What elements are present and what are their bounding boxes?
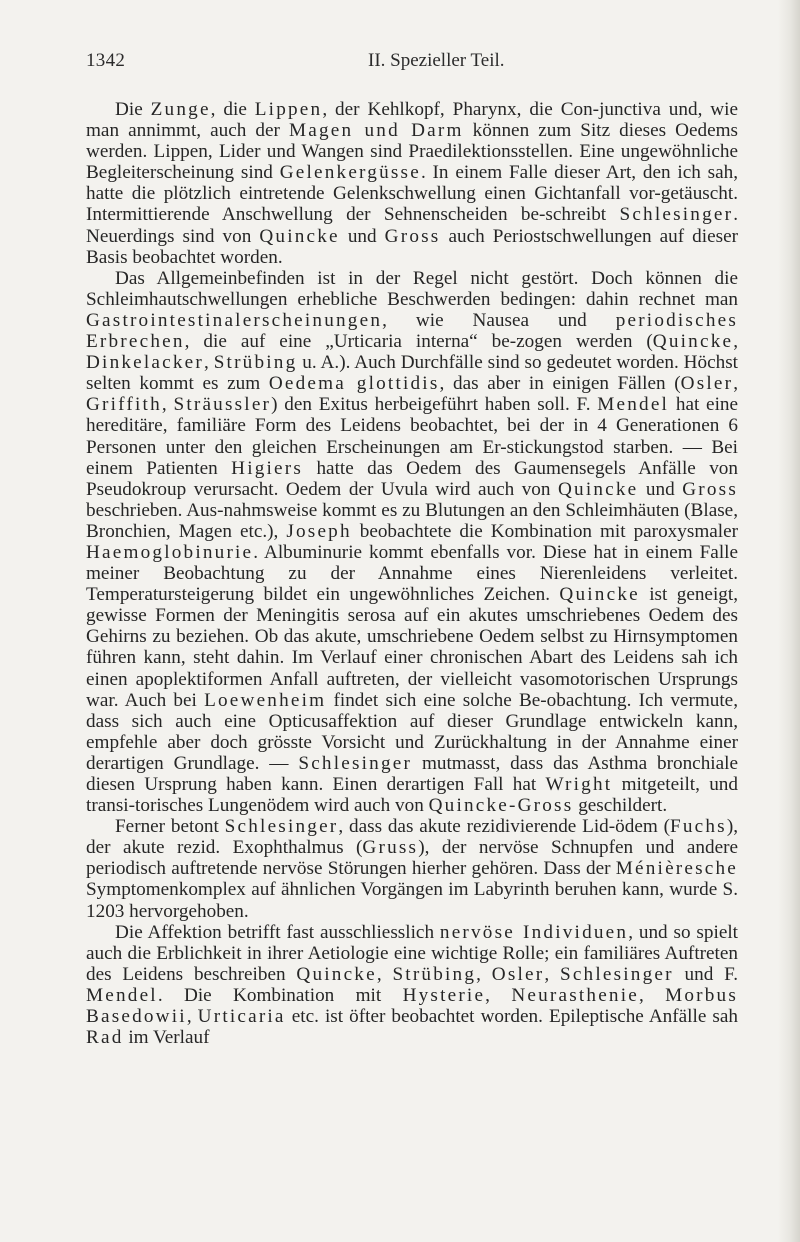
spaced-name: Schlesinger: [298, 752, 413, 774]
text-run: ,: [733, 331, 738, 353]
text-run: und: [339, 225, 385, 247]
spaced-name: Urticaria: [197, 1006, 286, 1028]
text-run: ) den Exitus herbeigeführt haben soll. F.: [271, 394, 598, 416]
spaced-name: Osler: [491, 963, 545, 985]
text-run: und F.: [673, 963, 739, 985]
text-run: ,: [638, 984, 666, 1006]
page-header: [86, 50, 736, 80]
text-run: , das aber in einigen Fällen (: [439, 373, 681, 395]
text-run: , wie Nausea und: [382, 309, 616, 331]
running-title: II. Spezieller Teil.: [368, 50, 505, 71]
text-run: ,: [203, 352, 214, 374]
spaced-name: Strübing: [213, 352, 298, 374]
text-run: , die auf eine „Urticaria interna“ be-zogen werden (: [184, 331, 653, 353]
spaced-name: Wright: [545, 774, 613, 795]
text-run: und: [638, 478, 683, 500]
spaced-name: Quincke: [558, 478, 639, 500]
page-edge-shadow: [778, 0, 800, 1242]
text-run: u. A.). Auch Durchfälle sind so gedeutet worden. Höchst selten kommt es zum: [86, 352, 739, 395]
paragraph-zunge: [86, 99, 738, 268]
spaced-name: Gastrointestinalerscheinungen: [86, 309, 383, 331]
text-run: ,: [733, 373, 739, 395]
text-run: . In einem Falle dieser Art, den ich sah, hatte die plötzlich eintretende Gelenkschwellung einen Gichtanfall vor-getäuscht. Intermittierende Anschwellung der Sehnenscheiden be-schreibt: [86, 162, 739, 226]
spaced-name: Quincke-Gross: [428, 795, 574, 817]
text-run: Das Allgemeinbefinden ist in der Regel nicht gestört. Doch können die Schleimhautschwellungen erhebliche Beschwerden bedingen: dahin rechnet man: [86, 267, 738, 310]
text-run: etc. ist öfter beobachtet worden. Epileptische Anfälle sah: [285, 1006, 738, 1028]
text-run: können zum Sitz dieses Oedems werden. Lippen, Lider und Wangen sind Praedilektionsstellen. Eine ungewöhnliche Begleiterscheinung sind: [86, 120, 738, 184]
spaced-name: Griffith: [86, 394, 162, 416]
spaced-name: Zunge: [150, 99, 211, 120]
spaced-name: Haemoglobinurie: [86, 541, 254, 563]
spaced-name: Strübing: [392, 963, 477, 985]
text-run: ist geneigt, gewisse Formen der Meningitis serosa auf ein akutes umschriebenes Oedem des Gehirns zu beziehen. Ob das akute, umschriebene Oedem selbst zu Hirnsymptomen führen kann, steht dahin. Im Verlauf einer chronischen Abart des Leidens sah ich einen apoplektiformen Anfall auftreten, der vielleicht vasomotorischen Ursprungs war. Auch bei: [86, 584, 738, 711]
spaced-name: nervöse Individuen: [439, 921, 629, 943]
text-run: , der Kehlkopf, Pharynx, die Con-junctiva und, wie man annimmt, auch der: [86, 99, 738, 142]
text-run: hat eine hereditäre, familiäre Form des Leidens beobachtet, bei der in 4 Generationen 6 Personen unter den gleichen Erscheinungen am Er-stickungstod starben. — Bei einem Patienten: [86, 394, 739, 479]
spaced-name: Hysterie: [402, 984, 486, 1006]
text-run: im Verlauf: [123, 1027, 210, 1049]
spaced-name: Loewenheim: [204, 689, 327, 711]
spaced-name: Neurasthenie: [511, 984, 639, 1006]
text-run: ), der akute rezid. Exophthalmus (: [86, 816, 738, 859]
spaced-name: Quincke: [559, 584, 640, 606]
text-run: ,: [186, 1006, 198, 1028]
text-run: ,: [161, 394, 174, 416]
paragraph-ferner: [86, 816, 738, 921]
spaced-name: Joseph: [286, 520, 352, 542]
text-run: ,: [485, 984, 512, 1006]
spaced-name: Gross: [682, 478, 738, 500]
spaced-name: Mendel: [86, 984, 158, 1006]
text-run: mutmasst, dass das Asthma bronchiale diesen Ursprung haben kann. Einen derartigen Fall hat: [86, 752, 738, 795]
spaced-name: Magen und Darm: [288, 120, 464, 142]
spaced-name: Dinkelacker: [86, 352, 204, 374]
paragraph-affektion: [86, 922, 738, 1049]
text-run: . Neuerdings sind von: [86, 204, 738, 247]
spaced-name: Schlesinger: [619, 204, 734, 226]
spaced-name: Quincke: [259, 225, 340, 247]
text-run: mitgeteilt, und transi-torisches Lungenödem wird auch von: [86, 774, 738, 817]
text-run: ,: [544, 963, 560, 985]
spaced-name: Schlesinger: [559, 963, 674, 985]
spaced-name: Lippen: [254, 99, 323, 120]
text-run: Die: [115, 99, 151, 120]
text-run: . Die Kombination mit: [157, 984, 403, 1006]
spaced-name: Higiers: [231, 457, 304, 479]
body-text: [86, 99, 738, 1048]
text-run: beobachtete die Kombination mit paroxysmaler: [351, 520, 738, 542]
spaced-name: Oedema glottidis: [268, 373, 440, 395]
text-run: , und so spielt auch die Erblichkeit in ihrer Aetiologie eine wichtige Rolle; ein familiäres Auftreten des Leidens beschreiben: [86, 921, 739, 985]
spaced-name: Sträussler: [173, 394, 272, 416]
spaced-name: Rad: [86, 1027, 124, 1049]
spaced-name: Mendel: [597, 394, 670, 416]
text-run: hatte das Oedem des Gaumensegels Anfälle von Pseudokroup verursacht. Oedem der Uvula wird auch von: [86, 457, 738, 500]
text-run: auch Periostschwellungen auf dieser Basis beobachtet worden.: [86, 225, 738, 268]
spaced-name: Gruss: [362, 837, 419, 859]
text-run: ,: [376, 963, 393, 985]
text-run: . Albuminurie kommt ebenfalls vor. Diese hat in einem Falle meiner Beobachtung zu der Annahme eines Nierenleidens verleitet. Temperatursteigerung bildet ein ungewöhnliches Zeichen.: [86, 541, 738, 606]
spaced-name: Quincke: [652, 331, 734, 353]
spaced-name: Quincke: [296, 963, 377, 985]
spaced-name: Gross: [384, 225, 441, 247]
spaced-name: Morbus Basedowii: [86, 984, 739, 1028]
text-run: findet sich eine solche Be-obachtung. Ich vermute, dass sich auch eine Opticusaffektion auf dieser Grundlage entwickeln kann, empfehle aber doch grösste Vorsicht und Zurückhaltung in der Annahme einer derartigen Grundlage. —: [86, 689, 738, 774]
spaced-name: periodisches Erbrechen: [86, 309, 738, 353]
text-run: ), der nervöse Schnupfen und andere periodisch auftretende nervöse Störungen hierher gehören. Dass der: [86, 837, 739, 880]
text-run: ,: [476, 963, 492, 985]
text-run: Die Affektion betrifft fast ausschliesslich: [115, 921, 440, 943]
page-number: 1342: [86, 50, 126, 71]
spaced-name: Osler: [680, 373, 734, 395]
spaced-name: Schlesinger: [224, 816, 339, 838]
text-run: Symptomenkomplex auf ähnlichen Vorgängen im Labyrinth beruhen kann, wurde S. 1203 hervorgehoben.: [86, 879, 738, 922]
text-run: , die: [210, 99, 255, 120]
spaced-name: Ménièresche: [615, 858, 738, 880]
text-run: geschildert.: [573, 795, 668, 817]
text-run: Ferner betont: [115, 816, 225, 838]
paragraph-allgemeinbefinden: [86, 268, 738, 816]
text-run: , dass das akute rezidivierende Lid-ödem (: [338, 816, 670, 838]
text-run: beschrieben. Aus-nahmsweise kommt es zu Blutungen an den Schleimhäuten (Blase, Bronchien, Magen etc.),: [86, 499, 738, 542]
spaced-name: Gelenkergüsse: [279, 162, 421, 184]
spaced-name: Fuchs: [669, 816, 727, 838]
